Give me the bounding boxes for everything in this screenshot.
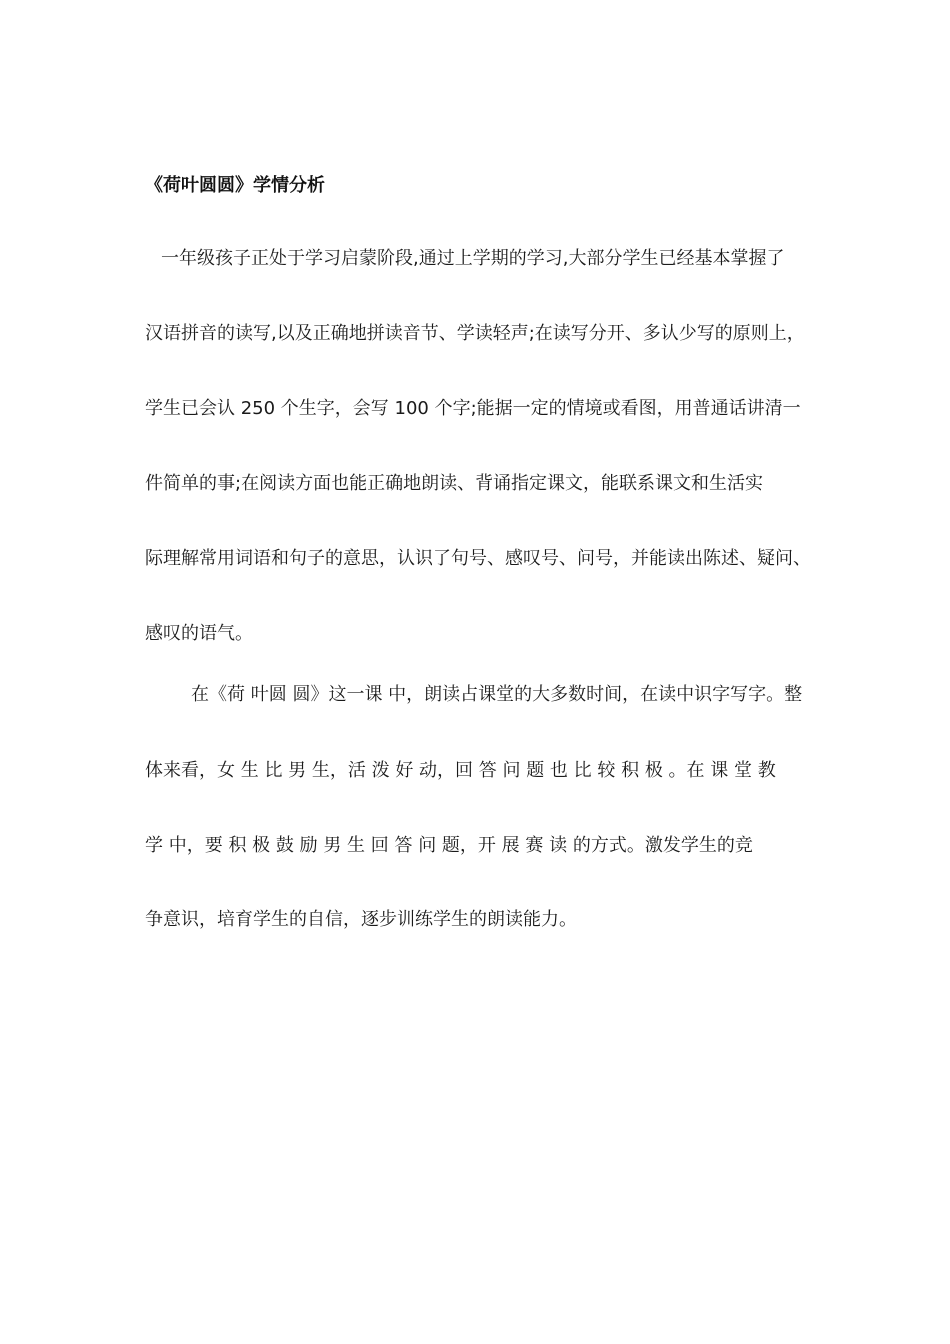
paragraph-1-line-3: 学生已会认 250 个生字，会写 100 个字;能据一定的情境或看图，用普通话讲清一: [145, 398, 801, 419]
paragraph-1-line-2: 汉语拼音的读写,以及正确地拼读音节、学读轻声;在读写分开、多认少写的原则上，: [145, 323, 805, 344]
paragraph-2-line-1: 在《荷 叶圆 圆》这一课 中，朗读占课堂的大多数时间，在读中识字写字。整: [191, 684, 803, 705]
paragraph-1-line-1: 一年级孩子正处于学习启蒙阶段,通过上学期的学习,大部分学生已经基本掌握了: [161, 248, 785, 269]
paragraph-1-line-6: 感叹的语气。: [145, 623, 253, 644]
paragraph-2-line-4: 争意识，培育学生的自信，逐步训练学生的朗读能力。: [145, 909, 577, 930]
paragraph-2-line-3: 学 中，要 积 极 鼓 励 男 生 回 答 问 题，开 展 赛 读 的方式。激发学生的竞: [145, 835, 753, 856]
paragraph-1-line-5: 际理解常用词语和句子的意思，认识了句号、感叹号、问号，并能读出陈述、疑问、: [145, 548, 811, 569]
paragraph-1-line-4: 件简单的事;在阅读方面也能正确地朗读、背诵指定课文，能联系课文和生活实: [145, 473, 764, 494]
document-title: 《荷叶圆圆》学情分析: [145, 175, 325, 196]
paragraph-2-line-2: 体来看，女 生 比 男 生，活 泼 好 动，回 答 问 题 也 比 较 积 极 。在 课 堂 教: [145, 760, 776, 781]
